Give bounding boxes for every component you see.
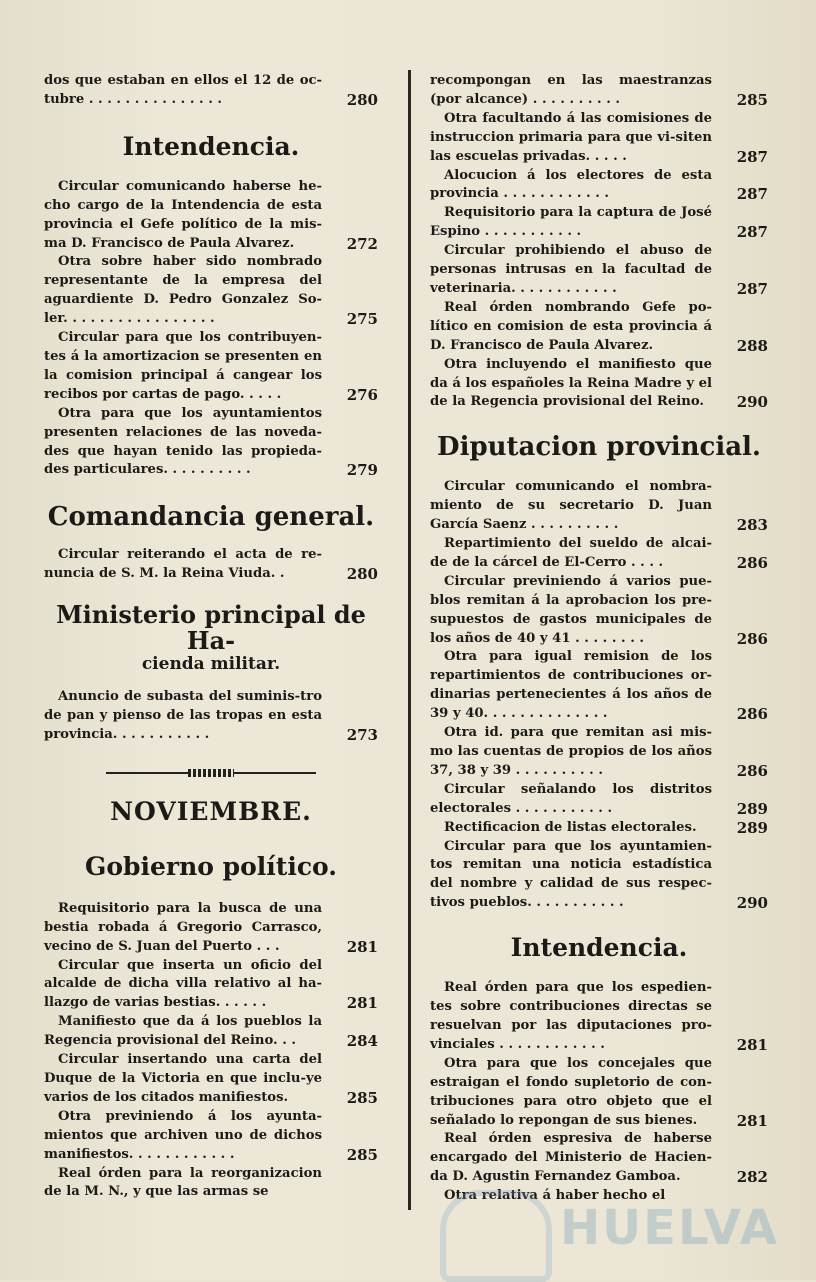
index-entry: Otra para que los ayuntamientos presenten relaciones de las noveda-des que hayan tenido las propieda-des particulares. . . . . . . . . . 279 <box>44 405 378 480</box>
index-entry: Circular prohibiendo el abuso de personas intrusas en la facultad de veterinaria. . . . . . . . . . . . 287 <box>430 243 768 298</box>
page-number: 286 <box>736 553 768 572</box>
watermark-emblem <box>440 1190 552 1282</box>
index-entry: Alocucion á los electores de esta provincia . . . . . . . . . . . . 287 <box>430 167 768 204</box>
month-heading: NOVIEMBRE. <box>110 796 312 826</box>
index-entry: Circular insertando una carta del Duque de la Victoria en que inclu-ye varios de los citados manifiestos. 285 <box>44 1052 378 1107</box>
page-number: 285 <box>346 1145 378 1164</box>
index-entry: Real órden espresiva de haberse encargado del Ministerio de Hacien-da D. Agustin Fernandez Gamboa. 282 <box>430 1131 768 1187</box>
page-number: 289 <box>736 799 768 818</box>
page-number: 272 <box>346 234 378 253</box>
index-entry: Circular señalando los distritos electorales . . . . . . . . . . . 289 <box>430 781 768 818</box>
page-number: 276 <box>346 385 378 404</box>
page-number: 284 <box>346 1032 378 1051</box>
page-number: 287 <box>736 279 768 298</box>
index-entry: Otra incluyendo el manifiesto que da á los españoles la Reina Madre y el de la Regencia provisional del Reino. 290 <box>430 356 768 412</box>
index-entry: Repartimiento del sueldo de alcai-de de la cárcel de El-Cerro . . . . 286 <box>430 536 768 572</box>
index-entry: Circular comunicando haberse he-cho cargo de la Intendencia de esta provincia el Gefe político de la mis-ma D. Francisco de Paula Alvarez. 272 <box>44 178 378 253</box>
diputacion-entries <box>430 478 768 913</box>
left-column <box>44 72 378 1202</box>
page-number: 280 <box>346 565 378 584</box>
index-entry <box>44 72 378 110</box>
index-entry: Circular que inserta un oficio del alcalde de dicha villa relativo al ha-llazgo de varias bestias. . . . . . 281 <box>44 957 378 1013</box>
entry-text: dos que estaban en ellos el 12 de oc-tubre . . . . . . . . . . . . . . . <box>44 73 322 107</box>
index-entry: Otra facultando á las comisiones de instruccion primaria para que vi-siten las escuelas privadas. . . . . 287 <box>430 110 768 166</box>
index-entry: Otra id. para que remitan asi mis-mo las cuentas de propios de los años 37, 38 y 39 . . . . . . . . . . 286 <box>430 725 768 780</box>
section-heading-ministerio: Ministerio principal de Ha- <box>56 600 366 656</box>
index-entry: Circular para que los ayuntamien-tos remitan una noticia estadística del nombre y calidad de sus respec-tivos pueblos. . . . . . . . . . . 290 <box>430 838 768 913</box>
column-divider <box>408 70 411 1210</box>
page-number: 273 <box>346 725 378 744</box>
page-number: 281 <box>736 1111 768 1130</box>
intendencia-2-entries <box>430 979 768 1206</box>
page-number: 285 <box>736 90 768 109</box>
page-number: 275 <box>346 310 378 329</box>
index-entry: Circular comunicando el nombra-miento de su secretario D. Juan García Saenz . . . . . . . . . . 283 <box>430 479 768 535</box>
page-number: 290 <box>736 393 768 412</box>
page-number: 287 <box>736 185 768 204</box>
page-number: 281 <box>346 937 378 956</box>
index-entry: Rectificacion de listas electorales. 289 <box>444 818 768 837</box>
index-entry: Requisitorio para la captura de José Espino . . . . . . . . . . . 287 <box>430 205 768 242</box>
index-entry: Circular previniendo á varios pue-blos remitan á la aprobacion los pre-supuestos de gastos municipales de los años de 40 y 41 . . . . . . . . 286 <box>430 573 768 648</box>
index-entry: Otra sobre haber sido nombrado representante de la empresa del aguardiente D. Pedro Gonzalez So-ler. . . . . . . . . . . . . . . . . 275 <box>44 254 378 329</box>
index-entry: Anuncio de subasta del suminis-tro de pan y pienso de las tropas en esta provincia. . . . . . . . . . . 273 <box>44 689 378 744</box>
section-heading-diputacion: Diputacion provincial. <box>437 432 761 463</box>
section-heading-intendencia: Intendencia. <box>122 131 300 161</box>
page-number: 280 <box>346 90 378 109</box>
intendencia-entries <box>44 178 378 481</box>
page-number: 286 <box>736 761 768 780</box>
section-subheading-ministerio: cienda militar. <box>141 654 281 675</box>
index-entry: Otra relativa á haber hecho el <box>444 1188 666 1204</box>
right-column <box>430 72 768 1206</box>
page-number: 281 <box>346 994 378 1013</box>
index-entry: Real órden nombrando Gefe po-lítico en comision de esta provincia á D. Francisco de Paula Alvarez. 288 <box>430 299 768 355</box>
index-entry: Circular para que los contribuyen-tes á la amortizacion se presenten en la comision principal á cangear los recibos por cartas de pago. . . . . 276 <box>44 330 378 404</box>
gobierno-entries <box>44 900 378 1203</box>
index-entry: Real órden para que los espedien-tes sobre contribuciones directas se resuelvan por las diputaciones pro-vinciales . . . . . . . . . . . . 281 <box>430 980 768 1054</box>
ornamental-rule <box>106 769 316 777</box>
section-heading-intendencia-2: Intendencia. <box>510 933 688 963</box>
page-number: 287 <box>736 147 768 166</box>
page-number: 279 <box>346 461 378 480</box>
index-entry: Circular reiterando el acta de re-nuncia de S. M. la Reina Viuda. . 280 <box>44 547 378 584</box>
index-entry: Otra para que los concejales que estraigan el fondo supletorio de con-tribuciones para otro objeto que el señalado lo repongan de sus bienes. 281 <box>430 1055 768 1130</box>
page-number: 289 <box>736 818 768 837</box>
index-entry: recompongan en las maestranzas (por alcance) . . . . . . . . . . 285 <box>430 73 768 109</box>
index-entry: Otra previniendo á los ayunta-mientos que archiven uno de dichos manifiestos. . . . . . . . . . . . 285 <box>44 1108 378 1164</box>
index-entry: Requisitorio para la busca de una bestia robada á Gregorio Carrasco, vecino de S. Juan del Puerto . . . 281 <box>44 900 378 956</box>
page-number: 287 <box>736 223 768 242</box>
page-number: 281 <box>736 1035 768 1054</box>
watermark-text: HUELVA <box>560 1200 779 1256</box>
page-number: 286 <box>736 629 768 648</box>
page-number: 288 <box>736 336 768 355</box>
index-entry: Otra para igual remision de los repartimientos de contribuciones or-dinarias pertenecientes á los años de 39 y 40. . . . . . . . . . . . . . 286 <box>430 649 768 724</box>
page-number: 285 <box>346 1088 378 1107</box>
section-heading-gobierno: Gobierno político. <box>85 851 337 881</box>
index-entry: Manifiesto que da á los pueblos la Regencia provisional del Reino. . . 284 <box>44 1014 378 1051</box>
section-heading-comandancia: Comandancia general. <box>47 502 375 533</box>
page-number: 282 <box>736 1168 768 1187</box>
page-number: 286 <box>736 705 768 724</box>
index-entry: Real órden para la reorganizacion de la M. N., y que las armas se <box>44 1165 322 1200</box>
continued-entries <box>430 72 768 412</box>
page-number: 290 <box>736 894 768 913</box>
page-number: 283 <box>736 516 768 535</box>
